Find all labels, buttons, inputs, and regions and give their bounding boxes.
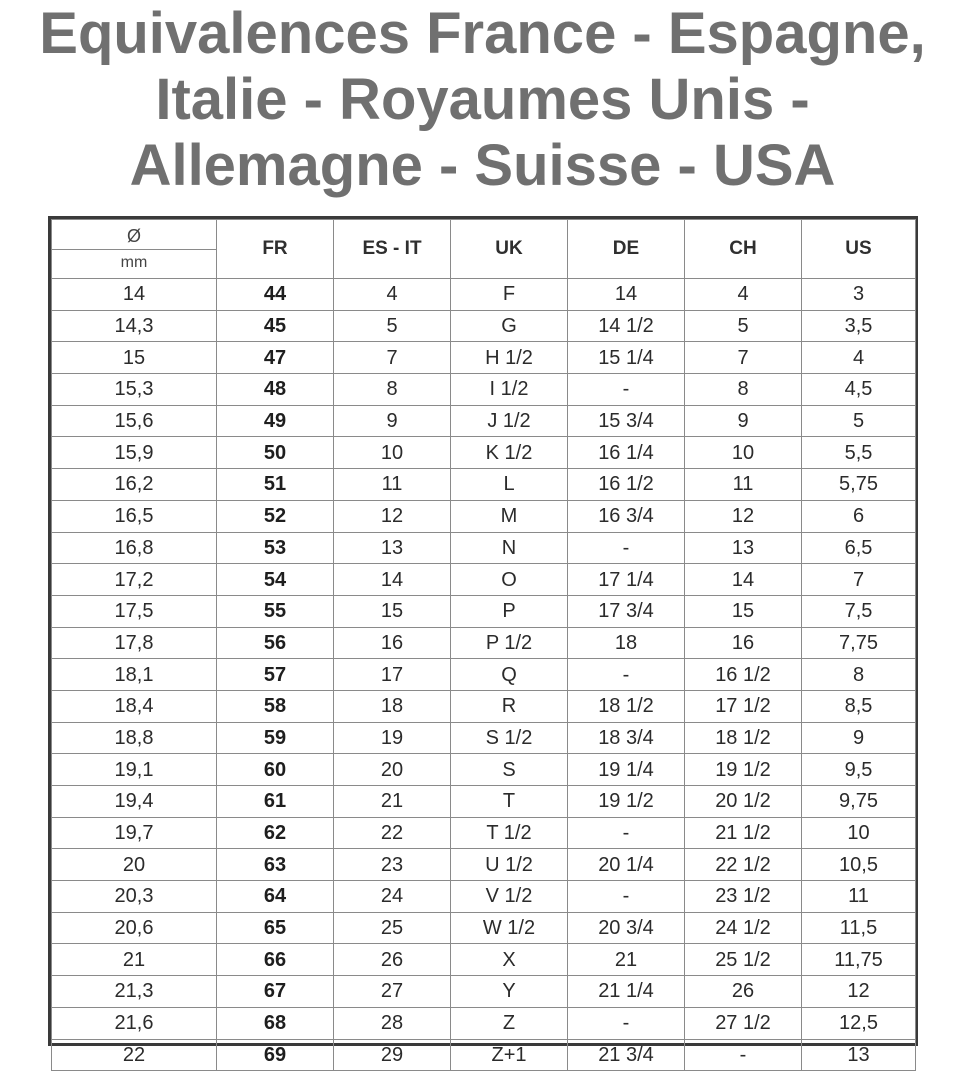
cell-fr: 55 <box>217 595 334 627</box>
cell-diameter-mm: 17,5 <box>52 595 217 627</box>
cell-us: 9 <box>802 722 916 754</box>
cell-diameter-mm: 20 <box>52 849 217 881</box>
table-row <box>52 817 916 849</box>
cell-fr: 54 <box>217 564 334 596</box>
cell-es-it: 19 <box>334 722 451 754</box>
ring-size-table-container <box>48 216 918 1066</box>
cell-uk: N <box>451 532 568 564</box>
cell-ch: 23 1/2 <box>685 881 802 913</box>
cell-us: 10 <box>802 817 916 849</box>
cell-de: 16 1/2 <box>568 469 685 501</box>
cell-fr: 66 <box>217 944 334 976</box>
cell-fr: 48 <box>217 374 334 406</box>
cell-es-it: 5 <box>334 310 451 342</box>
cell-uk: Y <box>451 976 568 1008</box>
cell-ch: 12 <box>685 500 802 532</box>
cell-uk: T <box>451 786 568 818</box>
table-row <box>52 754 916 786</box>
table-row <box>52 912 916 944</box>
cell-us: 6,5 <box>802 532 916 564</box>
cell-ch: 8 <box>685 374 802 406</box>
cell-es-it: 14 <box>334 564 451 596</box>
cell-ch: - <box>685 1039 802 1071</box>
cell-ch: 21 1/2 <box>685 817 802 849</box>
cell-us: 9,5 <box>802 754 916 786</box>
cell-es-it: 25 <box>334 912 451 944</box>
table-row <box>52 881 916 913</box>
cell-diameter-mm: 20,6 <box>52 912 217 944</box>
table-row <box>52 405 916 437</box>
cell-de: 21 3/4 <box>568 1039 685 1071</box>
cell-de: - <box>568 532 685 564</box>
cell-diameter-mm: 21,3 <box>52 976 217 1008</box>
cell-diameter-mm: 17,8 <box>52 627 217 659</box>
cell-fr: 56 <box>217 627 334 659</box>
cell-de: - <box>568 817 685 849</box>
cell-uk: J 1/2 <box>451 405 568 437</box>
cell-uk: L <box>451 469 568 501</box>
header-es-it: ES - IT <box>334 220 451 279</box>
cell-diameter-mm: 16,5 <box>52 500 217 532</box>
cell-de: 18 1/2 <box>568 690 685 722</box>
table-row <box>52 532 916 564</box>
cell-ch: 27 1/2 <box>685 1007 802 1039</box>
cell-diameter-mm: 16,8 <box>52 532 217 564</box>
table-row <box>52 1007 916 1039</box>
cell-de: 20 1/4 <box>568 849 685 881</box>
cell-de: - <box>568 659 685 691</box>
cell-uk: T 1/2 <box>451 817 568 849</box>
cell-de: - <box>568 881 685 913</box>
cell-ch: 24 1/2 <box>685 912 802 944</box>
cell-es-it: 15 <box>334 595 451 627</box>
cell-ch: 16 <box>685 627 802 659</box>
cell-es-it: 28 <box>334 1007 451 1039</box>
cell-ch: 19 1/2 <box>685 754 802 786</box>
cell-ch: 25 1/2 <box>685 944 802 976</box>
cell-us: 7 <box>802 564 916 596</box>
cell-uk: H 1/2 <box>451 342 568 374</box>
cell-es-it: 7 <box>334 342 451 374</box>
cell-uk: R <box>451 690 568 722</box>
cell-uk: I 1/2 <box>451 374 568 406</box>
table-row <box>52 469 916 501</box>
cell-us: 5 <box>802 405 916 437</box>
cell-ch: 4 <box>685 279 802 311</box>
cell-es-it: 27 <box>334 976 451 1008</box>
header-uk: UK <box>451 220 568 279</box>
cell-de: 21 <box>568 944 685 976</box>
title-line-3: Allemagne - Suisse - USA <box>129 133 836 198</box>
table-row <box>52 374 916 406</box>
cell-ch: 10 <box>685 437 802 469</box>
cell-de: 15 1/4 <box>568 342 685 374</box>
table-row <box>52 627 916 659</box>
header-de: DE <box>568 220 685 279</box>
cell-us: 12,5 <box>802 1007 916 1039</box>
cell-uk: Z <box>451 1007 568 1039</box>
cell-uk: W 1/2 <box>451 912 568 944</box>
cell-uk: M <box>451 500 568 532</box>
cell-de: 17 3/4 <box>568 595 685 627</box>
diameter-unit: mm <box>120 253 148 271</box>
cell-uk: K 1/2 <box>451 437 568 469</box>
cell-es-it: 29 <box>334 1039 451 1071</box>
cell-ch: 16 1/2 <box>685 659 802 691</box>
table-header <box>52 220 916 279</box>
table-row <box>52 595 916 627</box>
cell-diameter-mm: 15 <box>52 342 217 374</box>
cell-diameter-mm: 18,1 <box>52 659 217 691</box>
cell-us: 8 <box>802 659 916 691</box>
cell-es-it: 10 <box>334 437 451 469</box>
cell-ch: 13 <box>685 532 802 564</box>
cell-diameter-mm: 17,2 <box>52 564 217 596</box>
cell-diameter-mm: 14 <box>52 279 217 311</box>
cell-es-it: 16 <box>334 627 451 659</box>
table-row <box>52 500 916 532</box>
cell-diameter-mm: 21 <box>52 944 217 976</box>
diameter-symbol: Ø <box>52 226 217 250</box>
cell-us: 6 <box>802 500 916 532</box>
cell-de: 18 3/4 <box>568 722 685 754</box>
cell-us: 11 <box>802 881 916 913</box>
cell-fr: 50 <box>217 437 334 469</box>
cell-es-it: 18 <box>334 690 451 722</box>
cell-uk: S 1/2 <box>451 722 568 754</box>
table-row <box>52 310 916 342</box>
cell-fr: 45 <box>217 310 334 342</box>
cell-uk: Q <box>451 659 568 691</box>
table-row <box>52 786 916 818</box>
cell-uk: U 1/2 <box>451 849 568 881</box>
cell-es-it: 26 <box>334 944 451 976</box>
cell-us: 5,5 <box>802 437 916 469</box>
cell-de: 19 1/4 <box>568 754 685 786</box>
cell-es-it: 8 <box>334 374 451 406</box>
cell-uk: G <box>451 310 568 342</box>
cell-es-it: 13 <box>334 532 451 564</box>
cell-ch: 17 1/2 <box>685 690 802 722</box>
cell-ch: 20 1/2 <box>685 786 802 818</box>
cell-es-it: 21 <box>334 786 451 818</box>
cell-us: 13 <box>802 1039 916 1071</box>
table-row <box>52 976 916 1008</box>
cell-de: 14 <box>568 279 685 311</box>
cell-fr: 59 <box>217 722 334 754</box>
table-row <box>52 1039 916 1071</box>
cell-us: 10,5 <box>802 849 916 881</box>
cell-es-it: 17 <box>334 659 451 691</box>
cell-diameter-mm: 19,1 <box>52 754 217 786</box>
cell-uk: F <box>451 279 568 311</box>
cell-es-it: 22 <box>334 817 451 849</box>
cell-es-it: 12 <box>334 500 451 532</box>
cell-uk: V 1/2 <box>451 881 568 913</box>
cell-uk: S <box>451 754 568 786</box>
cell-fr: 44 <box>217 279 334 311</box>
cell-fr: 52 <box>217 500 334 532</box>
cell-fr: 53 <box>217 532 334 564</box>
cell-de: 14 1/2 <box>568 310 685 342</box>
cell-diameter-mm: 21,6 <box>52 1007 217 1039</box>
cell-de: 18 <box>568 627 685 659</box>
table-body <box>52 279 916 1071</box>
cell-de: 15 3/4 <box>568 405 685 437</box>
cell-fr: 47 <box>217 342 334 374</box>
cell-fr: 60 <box>217 754 334 786</box>
cell-us: 11,5 <box>802 912 916 944</box>
cell-ch: 26 <box>685 976 802 1008</box>
cell-us: 4 <box>802 342 916 374</box>
cell-uk: P 1/2 <box>451 627 568 659</box>
cell-es-it: 11 <box>334 469 451 501</box>
cell-diameter-mm: 14,3 <box>52 310 217 342</box>
cell-uk: X <box>451 944 568 976</box>
cell-fr: 57 <box>217 659 334 691</box>
cell-us: 11,75 <box>802 944 916 976</box>
cell-diameter-mm: 15,3 <box>52 374 217 406</box>
cell-ch: 9 <box>685 405 802 437</box>
cell-de: 17 1/4 <box>568 564 685 596</box>
cell-es-it: 23 <box>334 849 451 881</box>
cell-ch: 22 1/2 <box>685 849 802 881</box>
cell-fr: 62 <box>217 817 334 849</box>
cell-fr: 51 <box>217 469 334 501</box>
ring-size-table <box>51 219 916 1071</box>
table-row <box>52 690 916 722</box>
cell-fr: 63 <box>217 849 334 881</box>
cell-us: 5,75 <box>802 469 916 501</box>
table-row <box>52 437 916 469</box>
cell-us: 7,5 <box>802 595 916 627</box>
cell-ch: 14 <box>685 564 802 596</box>
cell-diameter-mm: 20,3 <box>52 881 217 913</box>
cell-fr: 61 <box>217 786 334 818</box>
cell-fr: 65 <box>217 912 334 944</box>
cell-de: 16 3/4 <box>568 500 685 532</box>
header-fr: FR <box>217 220 334 279</box>
table-row <box>52 722 916 754</box>
table-row <box>52 342 916 374</box>
cell-de: - <box>568 374 685 406</box>
cell-es-it: 4 <box>334 279 451 311</box>
cell-diameter-mm: 15,9 <box>52 437 217 469</box>
cell-ch: 5 <box>685 310 802 342</box>
cell-us: 9,75 <box>802 786 916 818</box>
header-ch: CH <box>685 220 802 279</box>
cell-diameter-mm: 19,4 <box>52 786 217 818</box>
cell-uk: P <box>451 595 568 627</box>
cell-uk: O <box>451 564 568 596</box>
cell-diameter-mm: 19,7 <box>52 817 217 849</box>
cell-es-it: 20 <box>334 754 451 786</box>
cell-ch: 11 <box>685 469 802 501</box>
cell-fr: 49 <box>217 405 334 437</box>
cell-es-it: 9 <box>334 405 451 437</box>
cell-diameter-mm: 16,2 <box>52 469 217 501</box>
header-row <box>52 220 916 279</box>
cell-us: 8,5 <box>802 690 916 722</box>
cell-de: 21 1/4 <box>568 976 685 1008</box>
cell-us: 7,75 <box>802 627 916 659</box>
cell-de: - <box>568 1007 685 1039</box>
cell-diameter-mm: 22 <box>52 1039 217 1071</box>
cell-us: 3,5 <box>802 310 916 342</box>
cell-diameter-mm: 18,4 <box>52 690 217 722</box>
cell-diameter-mm: 18,8 <box>52 722 217 754</box>
page-title <box>0 0 965 199</box>
table-row <box>52 279 916 311</box>
cell-de: 20 3/4 <box>568 912 685 944</box>
cell-ch: 15 <box>685 595 802 627</box>
cell-us: 12 <box>802 976 916 1008</box>
cell-fr: 68 <box>217 1007 334 1039</box>
table-row <box>52 659 916 691</box>
title-line-2: Italie - Royaumes Unis - <box>155 67 810 132</box>
cell-de: 19 1/2 <box>568 786 685 818</box>
table-row <box>52 849 916 881</box>
cell-fr: 67 <box>217 976 334 1008</box>
cell-es-it: 24 <box>334 881 451 913</box>
cell-fr: 58 <box>217 690 334 722</box>
table-row <box>52 944 916 976</box>
cell-us: 3 <box>802 279 916 311</box>
header-diameter <box>52 220 217 279</box>
cell-uk: Z+1 <box>451 1039 568 1071</box>
cell-diameter-mm: 15,6 <box>52 405 217 437</box>
cell-ch: 7 <box>685 342 802 374</box>
cell-fr: 69 <box>217 1039 334 1071</box>
header-us: US <box>802 220 916 279</box>
cell-ch: 18 1/2 <box>685 722 802 754</box>
cell-de: 16 1/4 <box>568 437 685 469</box>
cell-fr: 64 <box>217 881 334 913</box>
table-row <box>52 564 916 596</box>
cell-us: 4,5 <box>802 374 916 406</box>
title-line-1: Equivalences France - Espagne, <box>39 1 926 66</box>
